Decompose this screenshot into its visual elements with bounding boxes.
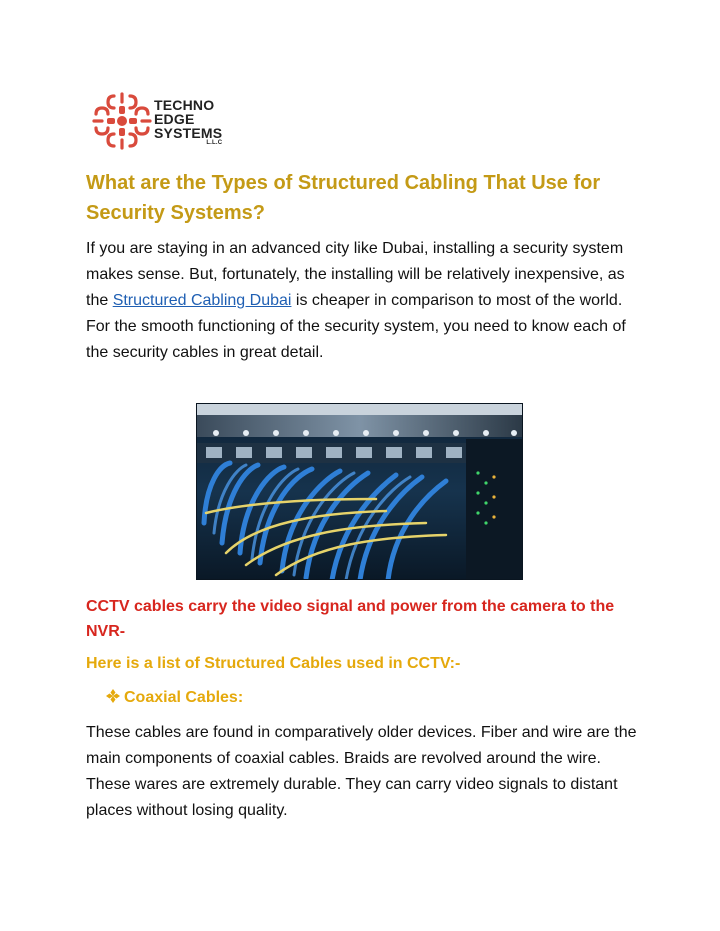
coaxial-paragraph: These cables are found in comparatively older devices. Fiber and wire are the main components of coaxial cables. Braids are revolved around the wire. These wares are extremely durable. They can carry video signals to distant places without losing quality.	[86, 724, 637, 819]
intro-text-after: is cheaper in comparison to most of the world. For the smooth functioning of the security system, you need to know each of the security cables in great detail.	[86, 292, 626, 361]
swirl-star-logo-icon	[90, 90, 154, 152]
logo-suffix: L.L.C	[206, 140, 223, 146]
logo-line-1: TECHNO	[154, 97, 215, 113]
company-logo	[90, 90, 240, 150]
coaxial-cables-label: Coaxial Cables:	[124, 689, 244, 706]
diamond-bullet-icon	[106, 686, 124, 710]
cctv-signal-line: CCTV cables carry the video signal and power from the camera to the NVR-	[86, 598, 615, 640]
intro-text-before: If you are staying in an advanced city like Dubai, installing a security system makes sense. But, fortunately, the installing will be relatively inexpensive, as the	[86, 240, 625, 309]
intro-paragraph	[86, 236, 646, 366]
cable-list-heading: Here is a list of Structured Cables used in CCTV:-	[86, 655, 461, 672]
logo-line-2: EDGE	[154, 111, 195, 127]
patch-panel-photo	[196, 403, 523, 580]
logo-wordmark	[154, 98, 222, 147]
logo-line-3: SYSTEMS	[154, 125, 223, 141]
article-heading: What are the Types of Structured Cabling That Use for Security Systems?	[86, 172, 601, 224]
structured-cabling-dubai-link[interactable]: Structured Cabling Dubai	[112, 292, 292, 309]
network-patch-panel-image	[196, 403, 523, 580]
coaxial-cables-bullet	[106, 686, 243, 710]
